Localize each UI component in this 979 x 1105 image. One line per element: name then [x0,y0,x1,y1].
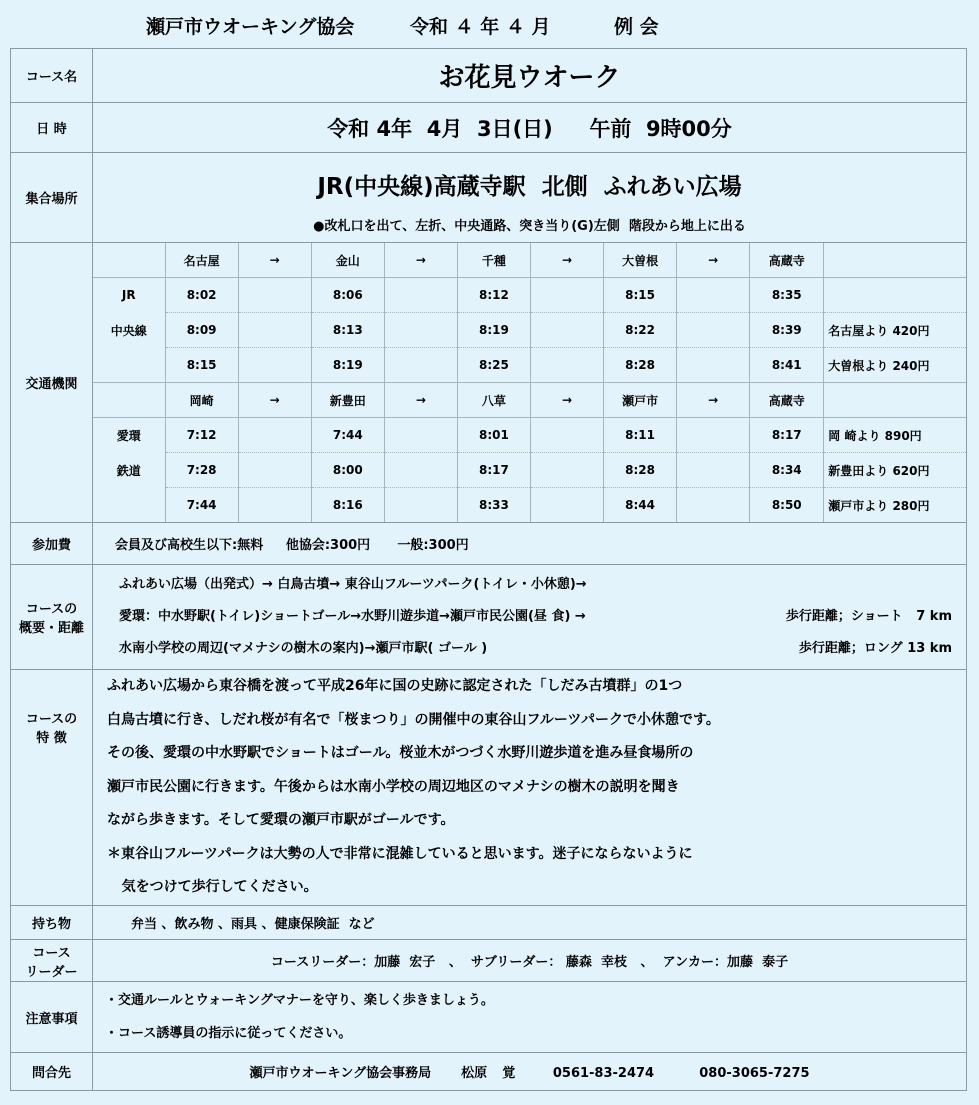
meeting-place-note: ●改札口を出て、左折、中央通路、突き当り(G)左側 階段から地上に出る [313,218,746,234]
station: 高蔵寺 [750,243,824,278]
feature-line: ふれあい広場から東谷橋を渡って平成26年に国の史跡に認定された「しだみ古墳群」の1つ [107,678,683,695]
time-cell: 8:12 [457,278,530,313]
course-name-cell [93,49,967,103]
datetime-row [11,103,967,153]
arrow-icon: → [530,243,603,278]
arrow-icon: → [677,383,750,418]
overview-label: コースの 概要・距離 [11,565,93,670]
items-value: 弁当 、飲み物 、雨具 、健康保険証 など [131,917,375,932]
meeting-place-row [11,153,967,243]
station: 八草 [457,383,530,418]
station: 名古屋 [165,243,238,278]
time-cell: 8:25 [457,348,530,383]
time-cell: 8:50 [750,488,824,523]
features-row [11,670,967,906]
aikan-time-row [93,453,966,488]
fee-cell [93,523,967,565]
arrow-icon: → [384,383,457,418]
datetime-cell [93,103,967,153]
fare-cell [824,278,966,313]
time-cell: 8:41 [750,348,824,383]
station: 高蔵寺 [750,383,824,418]
leaders-value: コースリーダー：加藤 宏子 、 サブリーダー： 藤森 幸枝 、 アンカー：加藤 泰子 [270,955,789,970]
time-cell: 7:12 [165,418,238,453]
time-cell: 8:13 [311,313,384,348]
time-cell: 8:28 [604,348,677,383]
fare-cell: 岡 崎より 890円 [824,418,966,453]
aikan-time-row [93,488,966,523]
station: 金山 [311,243,384,278]
time-cell: 8:01 [457,418,530,453]
time-cell: 8:02 [165,278,238,313]
leaders-label: コース リーダー [11,940,93,982]
contact-label: 問合先 [11,1053,93,1091]
jr-time-row [93,278,966,313]
time-cell: 8:09 [165,313,238,348]
datetime-label: 日 時 [11,103,93,153]
association-name: 瀬戸市ウオーキング協会 [146,16,355,38]
meeting-place: JR(中央線)高蔵寺駅 北側 ふれあい広場 [317,173,742,200]
overview-row [11,565,967,670]
notes-cell [93,982,967,1053]
time-cell: 8:35 [750,278,824,313]
time-cell: 8:33 [457,488,530,523]
notes-row [11,982,967,1053]
line-name: 愛環 [116,428,141,443]
datetime-value: 令和 4年 4月 3日(日) 午前 9時00分 [327,116,732,141]
time-cell: 8:15 [165,348,238,383]
time-cell: 8:17 [750,418,824,453]
time-cell: 8:00 [311,453,384,488]
feature-line: 白鳥古墳に行き、しだれ桜が有名で「桜まつり」の開催中の東谷山フルーツパークで小休憩です。 [107,711,720,728]
leaders-row [11,940,967,982]
jr-time-row [93,313,966,348]
aikan-stations-row [93,383,966,418]
station: 大曽根 [604,243,677,278]
time-cell: 8:15 [604,278,677,313]
overview-cell [93,565,967,670]
items-cell [93,906,967,940]
jr-time-row [93,348,966,383]
course-name: お花見ウオーク [438,63,621,93]
time-cell: 8:39 [750,313,824,348]
fee-value: 会員及び高校生以下:無料 他協会:300円 一般:300円 [115,538,469,553]
features-cell [93,670,967,906]
fare-cell: 名古屋より 420円 [824,313,966,348]
meeting-type: 例 会 [614,16,659,38]
items-label: 持ち物 [11,906,93,940]
overview-line: 愛環：中水野駅(トイレ)ショートゴール→水野川遊歩道→瀬戸市民公園(昼 食) → 歩行距離；ショート 7 km [93,601,966,633]
time-cell: 8:17 [457,453,530,488]
meeting-date: 令和 ４ 年 ４ 月 [410,16,551,38]
time-cell: 8:06 [311,278,384,313]
course-name-row [11,49,967,103]
time-cell: 8:44 [604,488,677,523]
fee-row [11,523,967,565]
transport-row [11,243,967,523]
feature-line: ＊東谷山フルーツパークは大勢の人で非常に混雑していると思います。迷子にならないように [107,845,693,862]
contact-value: 瀬戸市ウオーキング協会事務局 松原 覚 0561-83-2474 080-3065-7275 [249,1066,810,1081]
station: 千種 [457,243,530,278]
event-table [10,48,967,1091]
overview-line: 水南小学校の周辺(マメナシの樹木の案内)→瀬戸市駅( ゴール ) 歩行距離；ロング 13 km [93,633,966,665]
jr-stations-row [93,243,966,278]
contact-cell [93,1053,967,1091]
arrow-icon: → [384,243,457,278]
document-header [0,0,979,48]
distance-short: 歩行距離；ショート 7 km [785,609,952,624]
station: 岡崎 [165,383,238,418]
time-cell: 8:19 [457,313,530,348]
fare-cell: 瀬戸市より 280円 [824,488,966,523]
items-row [11,906,967,940]
time-cell: 7:44 [165,488,238,523]
feature-line: その後、愛環の中水野駅でショートはゴール。桜並木がつづく水野川遊歩道を進み昼食場所の [107,745,694,762]
time-cell: 8:34 [750,453,824,488]
arrow-icon: → [677,243,750,278]
time-cell: 7:28 [165,453,238,488]
feature-line: 瀬戸市民公園に行きます。午後からは水南小学校の周辺地区のマメナシの樹木の説明を聞き [107,778,680,795]
fee-label: 参加費 [11,523,93,565]
fare-cell: 新豊田より 620円 [824,453,966,488]
aikan-time-row [93,418,966,453]
distance-long: 歩行距離；ロング 13 km [798,641,952,656]
arrow-icon: → [238,243,311,278]
feature-line: ながら歩きます。そして愛環の瀬戸市駅がゴールです。 [107,812,455,829]
transport-cell [93,243,967,523]
feature-line: 気をつけて歩行してください。 [107,879,318,896]
time-cell: 7:44 [311,418,384,453]
overview-line: ふれあい広場（出発式）→ 白鳥古墳→ 東谷山フルーツパーク(トイレ・小休憩)→ [119,577,587,592]
transport-label: 交通機関 [11,243,93,523]
line-name: JR [121,288,136,303]
fare-cell: 大曽根より 240円 [824,348,966,383]
arrow-icon: → [530,383,603,418]
features-label: コースの 特 徴 [11,670,93,906]
note-line: ・交通ルールとウォーキングマナーを守り、楽しく歩きましょう。 [105,993,494,1008]
arrow-icon: → [238,383,311,418]
time-cell: 8:11 [604,418,677,453]
line-name: 中央線 [110,323,147,338]
note-line: ・コース誘導員の指示に従ってください。 [105,1026,352,1041]
line-name: 鉄道 [116,463,141,478]
meeting-place-label: 集合場所 [11,153,93,243]
time-cell: 8:22 [604,313,677,348]
station: 瀬戸市 [604,383,677,418]
meeting-place-cell [93,153,967,243]
course-name-label: コース名 [11,49,93,103]
station: 新豊田 [311,383,384,418]
time-cell: 8:19 [311,348,384,383]
notes-label: 注意事項 [11,982,93,1053]
leaders-cell [93,940,967,982]
time-cell: 8:16 [311,488,384,523]
time-cell: 8:28 [604,453,677,488]
timetable [93,243,966,522]
contact-row [11,1053,967,1091]
